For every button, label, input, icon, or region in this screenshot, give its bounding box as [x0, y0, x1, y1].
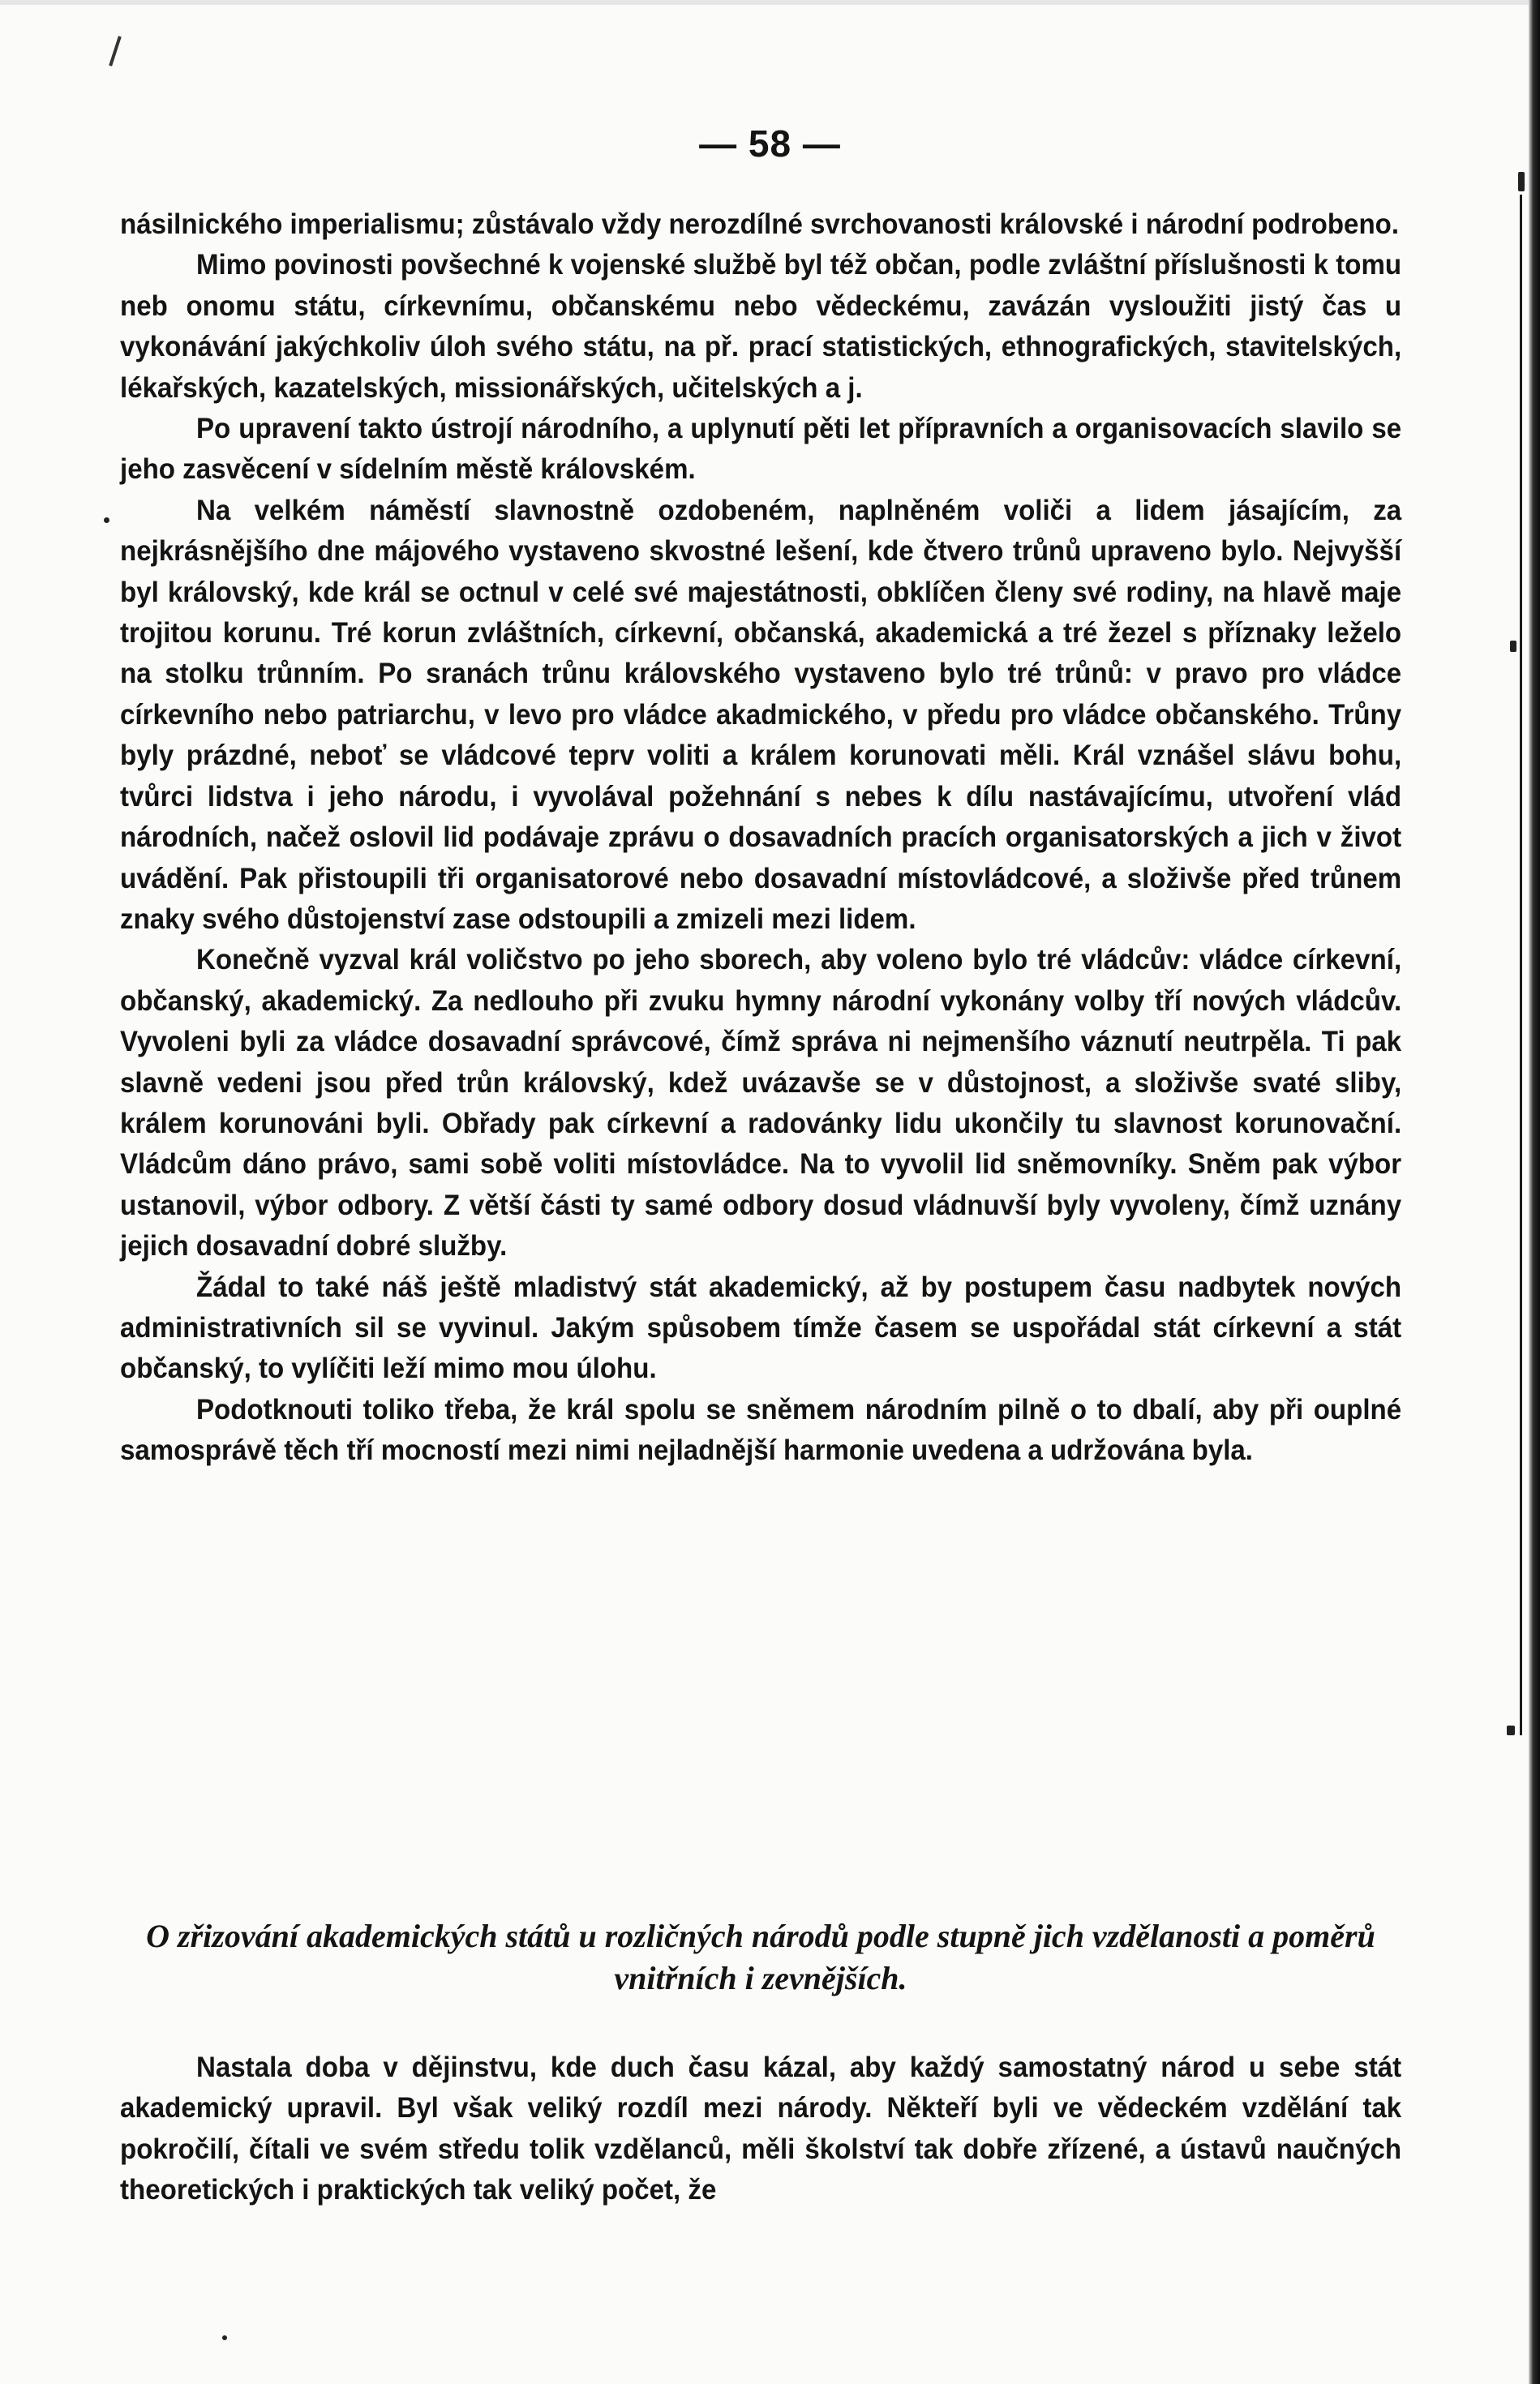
dust-speck — [104, 517, 109, 523]
paragraph: Po upravení takto ústrojí národního, a uplynutí pěti let přípravních a organisovacích slavilo se jeho zasvěcení v sídelním městě královském. — [120, 413, 1402, 486]
section-heading: O zřizování akademických států u rozličných národů podle stupně jich vzdělanosti a poměrů vnitřních i zevnějších. — [146, 1918, 1375, 1996]
page-number: — 58 — — [699, 122, 841, 165]
pencil-mark — [109, 36, 122, 66]
paragraph: Konečně vyzval král voličstvo po jeho sborech, aby voleno bylo tré vládcův: vládce církevní, občanský, akademický. Za nedlouho při zvuku hymny národní vykonány volby tří nových vládcův. Vyvoleni byli za vládce dosavadní správcové, čímž správa ni nejmenšího váznutí neutrpěla. Ti pak slavně vedeni jsou před trůn královský, kdež uvázavše se v důstojnost, a složivše svaté sliby, králem korunováni byli. Obřady pak církevní a radovánky lidu ukončily tu slavnost korunovační. Vládcům dáno právo, sami sobě voliti místovládce. Na to vyvolil lid sněmovníky. Sněm pak výbor ustanovil, výbor odbory. Z větší části ty samé odbory dosud vládnuvší byly vyvoleny, čímž uznány jejich dosavadní dobré služby. — [120, 944, 1402, 1263]
main-text — [120, 204, 1401, 1472]
paragraph: Mimo povinosti povšechné k vojenské službě byl též občan, podle zvláštní příslušnosti k tomu neb onomu státu, církevnímu, občanskému nebo vědeckému, zavázán vysloužiti jistý čas u vykonávání jakýchkoliv úloh svého státu, na př. prací statistických, ethnografických, stavitelských, lékařských, kazatelských, missionářských, učitelských a j. — [120, 249, 1402, 404]
paragraph: Na velkém náměstí slavnostně ozdobeném, naplněném voliči a lidem jásajícím, za nejkrásnějšího dne májového vystaveno skvostné lešení, kde čtvero trůnů upraveno bylo. Nejvyšší byl královský, kde král se octnul v celé své majestátnosti, obklíčen členy své rodiny, na hlavě maje trojitou korunu. Tré korun zvláštních, církevní, občanská, akademická a tré žezel s příznaky leželo na stolku trůnním. Po sranách trůnu královského vystaveno bylo tré trůnů: v pravo pro vládce církevního nebo patriarchu, v levo pro vládce akadmického, v předu pro vládce občanského. Trůny byly prázdné, neboť se vládcové teprv voliti a králem korunovati měli. Král vznášel slávu bohu, tvůrci lidstva i jeho národu, i vyvolával požehnání s nebes k dílu nastávajícímu, utvoření vlád národních, načež oslovil lid podávaje zprávu o dosavadních pracích organisatorských a jich v život uvádění. Pak přistoupili tři organisatorové nebo dosavadní místovládcové, a složivše před trůnem znaky svého důstojenství zase odstoupili a zmizeli mezi lidem. — [120, 494, 1402, 935]
scan-right-edge — [1529, 0, 1540, 2384]
dust-speck — [1510, 641, 1516, 652]
paragraph: násilnického imperialismu; zůstávalo vždy nerozdílné svrchovanosti královské i národní podrobeno. — [120, 208, 1400, 240]
paragraph: Nastala doba v dějinstvu, kde duch času kázal, aby každý samostatný národ u sebe stát akademický upravil. Byl však veliký rozdíl mezi národy. Někteří byli ve vědeckém vzdělání tak pokročilí, čítali ve svém středu tolik vzdělanců, měli školství tak dobře zřízené, a ústavů naučných theoretických i praktických tak veliký počet, že — [120, 2052, 1402, 2206]
paragraph: Žádal to také náš ještě mladistvý stát akademický, až by postupem času nadbytek nových administrativních sil se vyvinul. Jakým spůsobem tímže časem se uspořádal stát církevní a stát občanský, to vylíčiti leží mimo mou úlohu. — [120, 1271, 1402, 1385]
scan-top-edge — [0, 0, 1540, 5]
dust-speck — [1507, 1726, 1515, 1735]
section-text — [120, 2047, 1401, 2211]
dust-speck — [222, 2335, 227, 2340]
paragraph: Podotknouti toliko třeba, že král spolu se sněmem národním pilně o to dbalí, aby při ouplné samosprávě těch tří mocností mezi nimi nejladnější harmonie uvedena a udržována byla. — [120, 1393, 1402, 1467]
scan-binding-line — [1520, 195, 1522, 1735]
dust-speck — [1518, 172, 1525, 191]
